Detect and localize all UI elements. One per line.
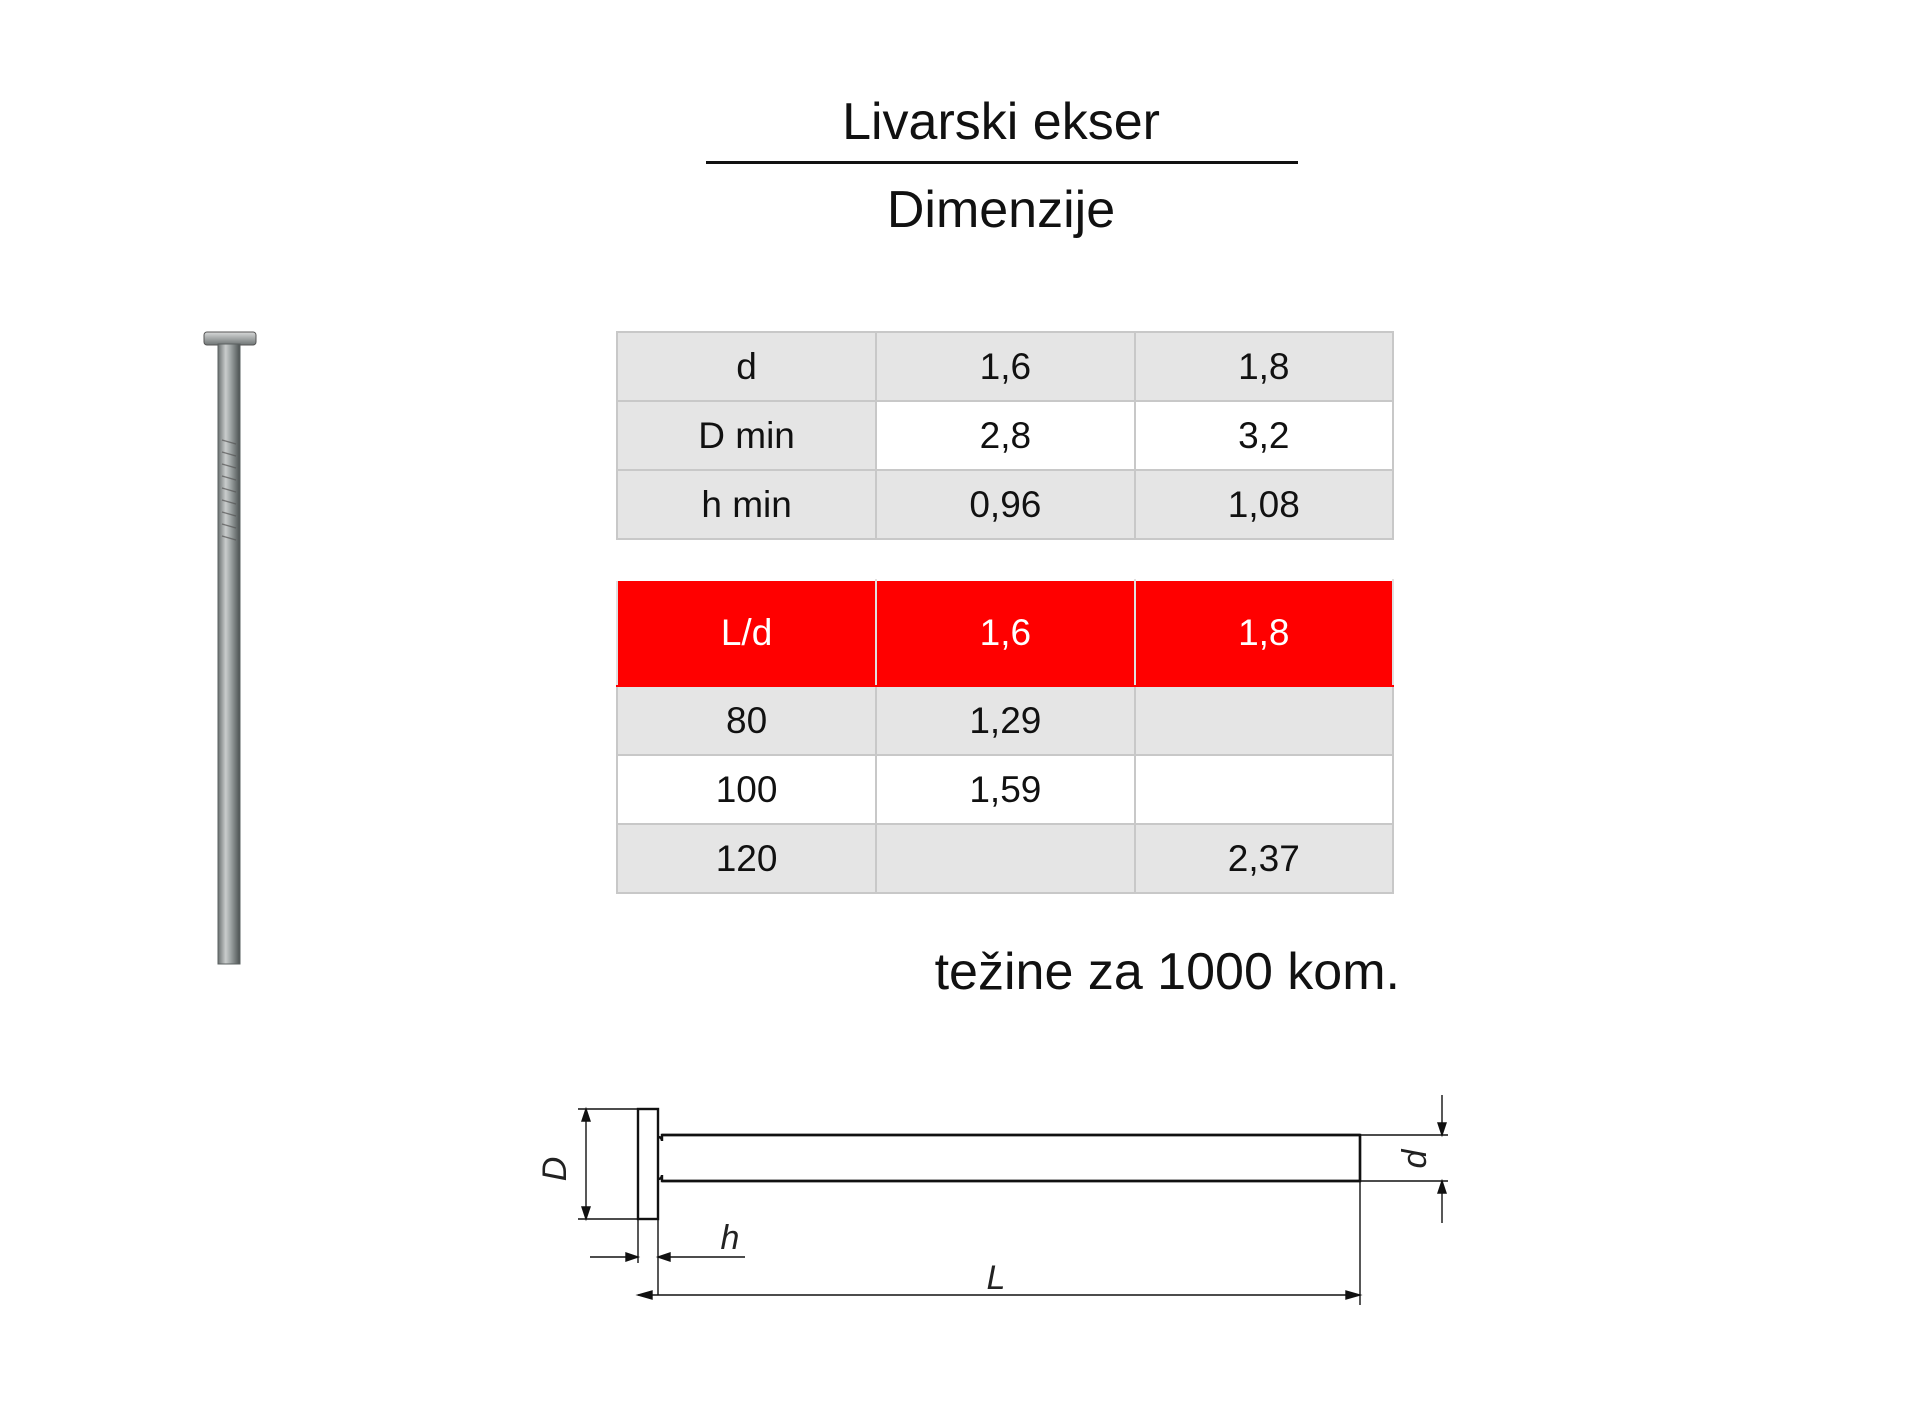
- dimension-lines: [578, 1095, 1448, 1305]
- table-cell: [876, 824, 1134, 893]
- page-subtitle: Dimenzije: [886, 181, 1116, 239]
- table-cell: 0,96: [876, 470, 1134, 539]
- table-cell: 3,2: [1135, 401, 1393, 470]
- table-row: [617, 824, 1393, 893]
- table-cell: 1,6: [876, 332, 1134, 401]
- table-cell: 1,59: [876, 755, 1134, 824]
- table-cell: 2,8: [876, 401, 1134, 470]
- table-cell: [1135, 755, 1393, 824]
- table-cell: 1,8: [1135, 332, 1393, 401]
- label-d: d: [1396, 1149, 1434, 1169]
- table-row: [617, 686, 1393, 755]
- column-header: 1,6: [876, 580, 1134, 686]
- table-cell: [1135, 686, 1393, 755]
- title-divider: [706, 161, 1298, 164]
- table-row: [617, 755, 1393, 824]
- nail-head: [204, 332, 256, 345]
- row-label: D min: [617, 401, 876, 470]
- table-header-row: [617, 580, 1393, 686]
- drawing-head: [638, 1109, 658, 1219]
- page-title: Livarski ekser: [842, 93, 1160, 151]
- table-row: [617, 470, 1393, 539]
- column-header: L/d: [617, 580, 876, 686]
- row-label: h min: [617, 470, 876, 539]
- label-L: L: [986, 1259, 1006, 1297]
- row-label: d: [617, 332, 876, 401]
- label-h: h: [720, 1219, 740, 1257]
- table-row: [617, 332, 1393, 401]
- table-cell: 2,37: [1135, 824, 1393, 893]
- table-row: [617, 401, 1393, 470]
- label-D: D: [536, 1156, 574, 1182]
- nail-shaft: [218, 344, 240, 964]
- table-cell: 1,08: [1135, 470, 1393, 539]
- table-cell: 1,29: [876, 686, 1134, 755]
- row-label: 120: [617, 824, 876, 893]
- column-header: 1,8: [1135, 580, 1393, 686]
- weight-note: težine za 1000 kom.: [934, 943, 1400, 1001]
- dimensions-table: [616, 331, 1394, 540]
- drawing-shaft: [658, 1135, 1360, 1181]
- nail-technical-drawing: [530, 1095, 1490, 1335]
- row-label: 100: [617, 755, 876, 824]
- row-label: 80: [617, 686, 876, 755]
- weights-table: [616, 579, 1394, 894]
- nail-photo: [200, 330, 270, 970]
